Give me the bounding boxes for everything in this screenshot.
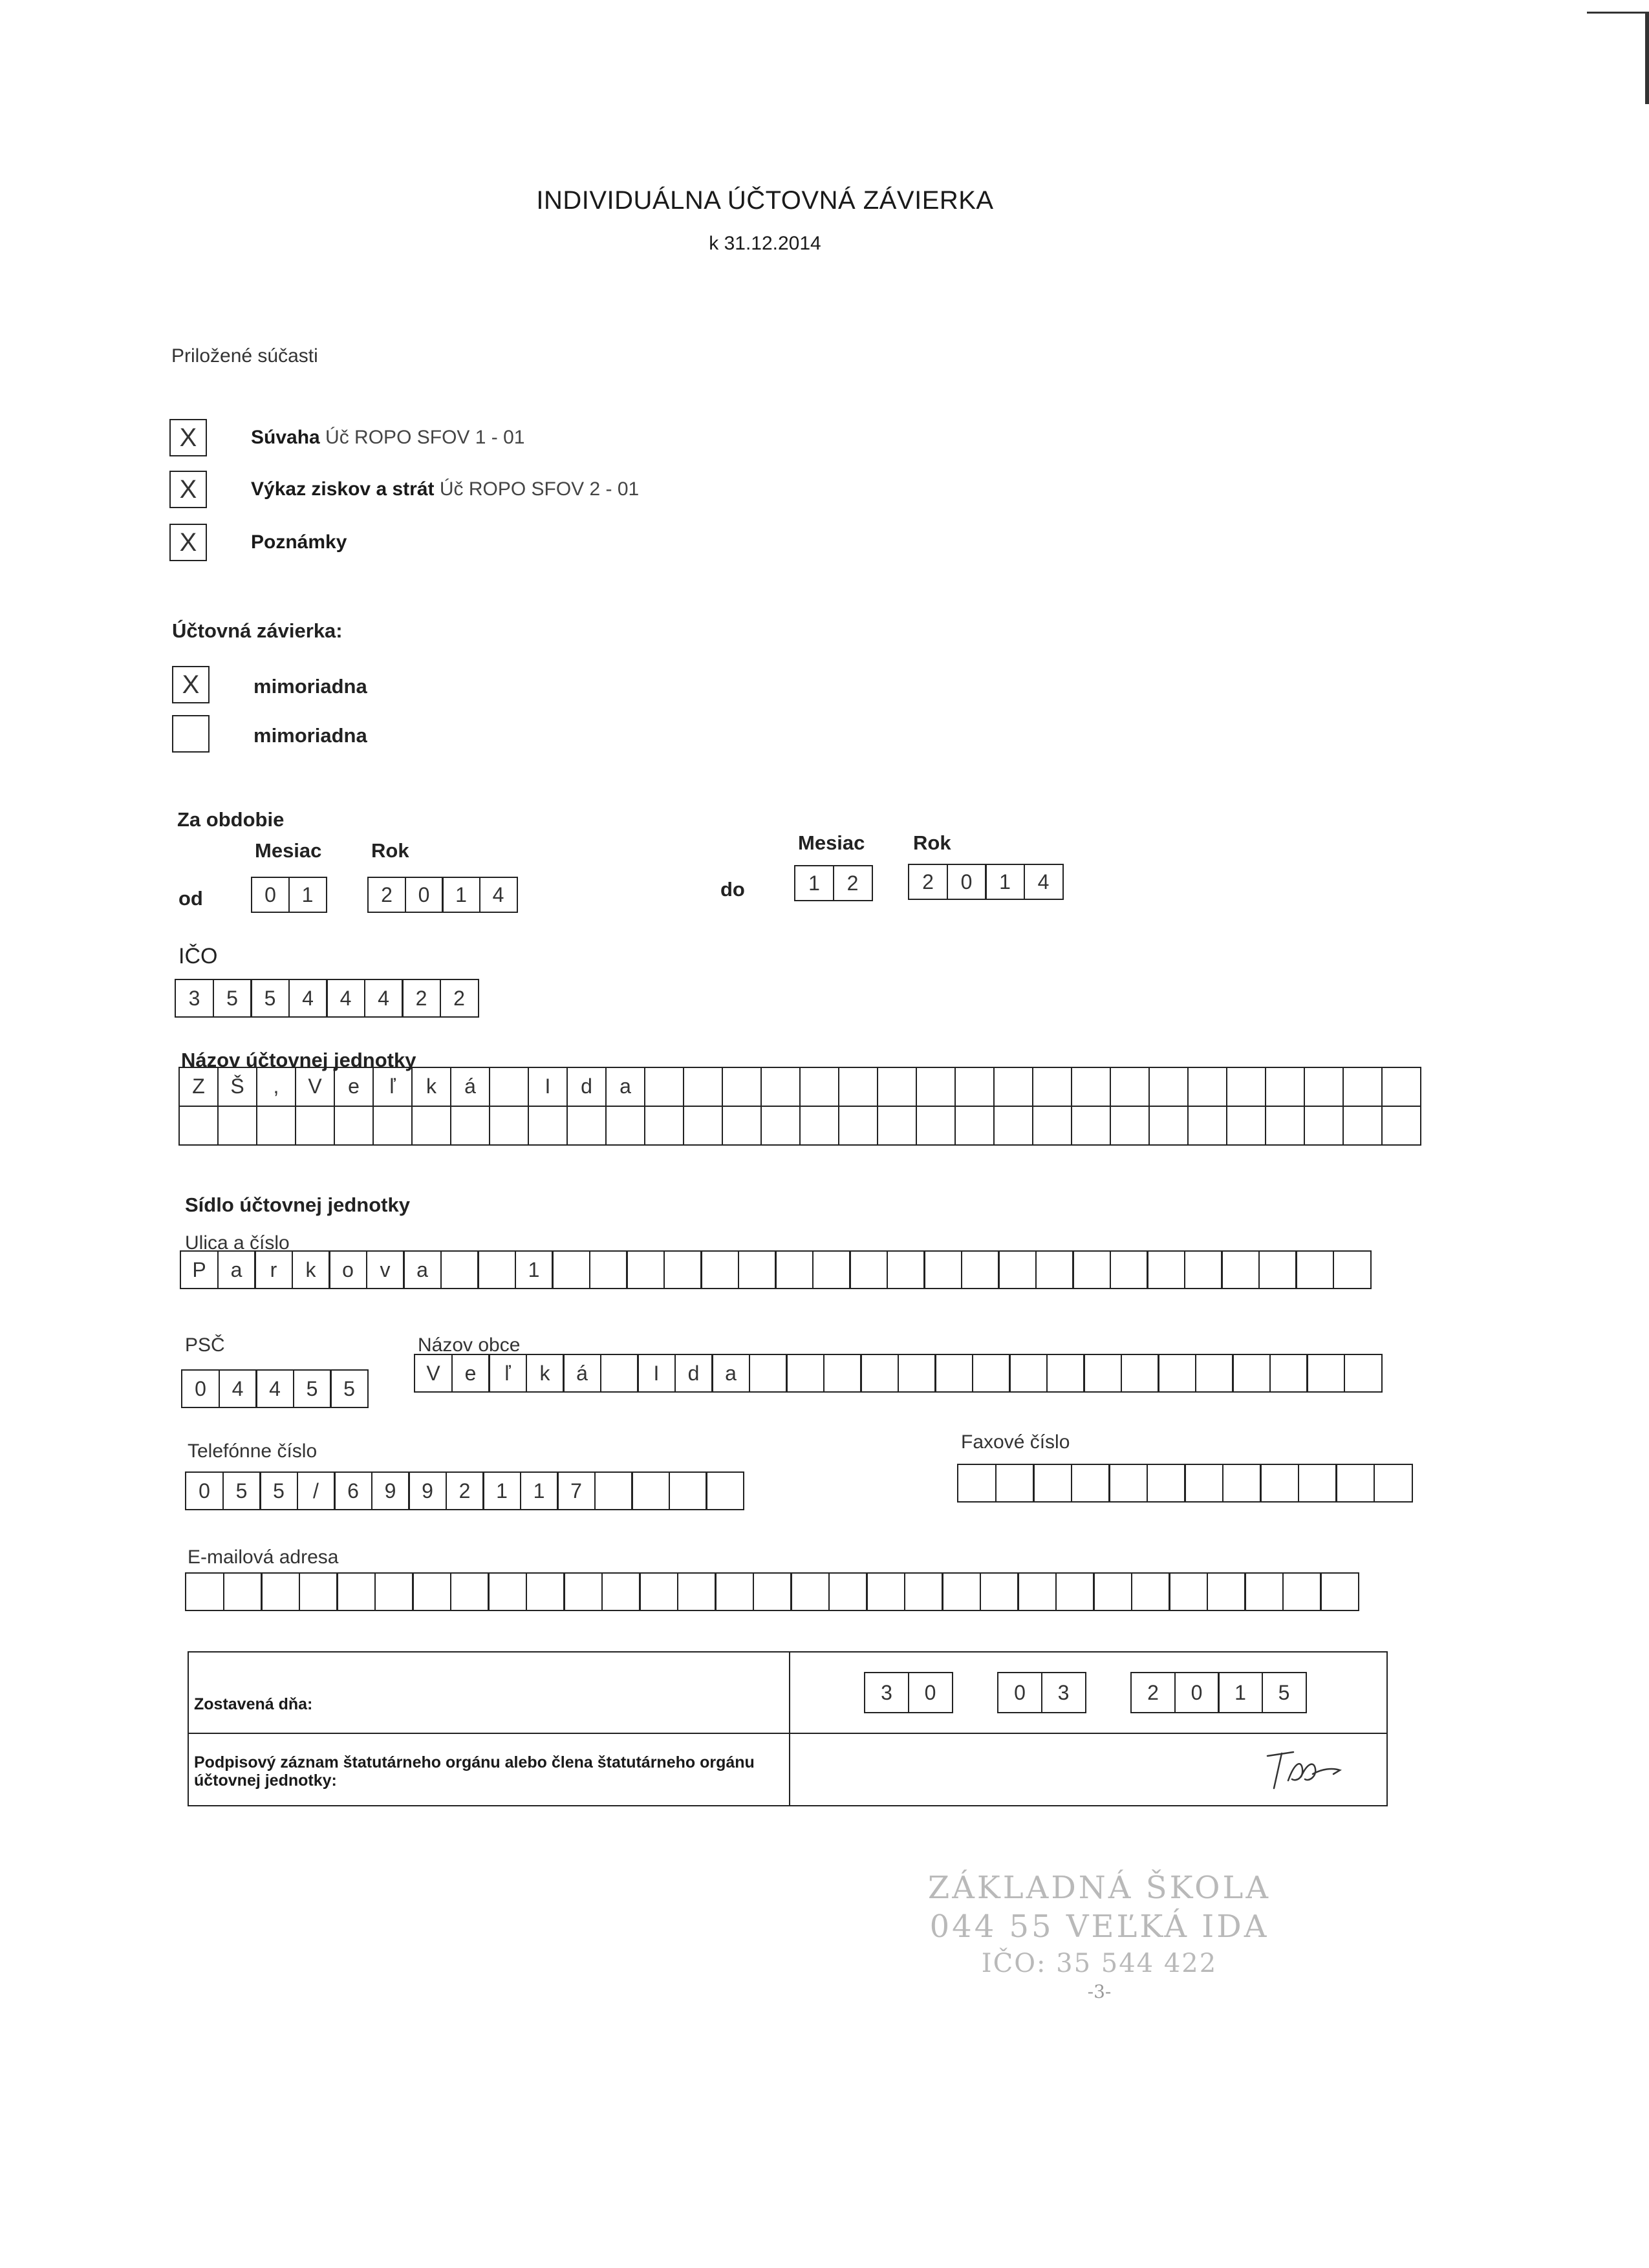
period-from-month-label: Mesiac bbox=[255, 839, 322, 862]
unit-name-cell[interactable] bbox=[723, 1068, 762, 1107]
digit-cell[interactable]: 3 bbox=[864, 1672, 909, 1713]
unit-name-cell[interactable]: a bbox=[607, 1068, 645, 1107]
unit-name-cell[interactable] bbox=[917, 1107, 956, 1146]
digit-cell[interactable] bbox=[1269, 1354, 1308, 1393]
digit-cell[interactable]: r bbox=[254, 1250, 293, 1289]
digit-cell[interactable] bbox=[887, 1250, 925, 1289]
closing-type-label: Účtovná závierka: bbox=[172, 619, 343, 642]
psc-cells bbox=[181, 1369, 369, 1408]
attachment-poznamky bbox=[251, 531, 347, 553]
digit-cell[interactable] bbox=[812, 1250, 851, 1289]
digit-cell[interactable] bbox=[626, 1250, 665, 1289]
digit-cell[interactable]: 0 bbox=[908, 1672, 953, 1713]
digit-cell[interactable]: 0 bbox=[405, 877, 444, 913]
digit-cell[interactable] bbox=[336, 1572, 376, 1611]
unit-name-cell[interactable] bbox=[1305, 1107, 1344, 1146]
unit-name-cell[interactable] bbox=[1189, 1107, 1227, 1146]
unit-name-cell[interactable]: , bbox=[257, 1068, 296, 1107]
unit-name-cell[interactable] bbox=[956, 1107, 995, 1146]
digit-cell[interactable]: 4 bbox=[364, 979, 404, 1018]
email-cells bbox=[185, 1572, 1359, 1611]
checkbox-poznamky[interactable]: X bbox=[169, 524, 207, 561]
ico-cells bbox=[175, 979, 479, 1018]
compiled-table bbox=[188, 1651, 1388, 1806]
digit-cell[interactable] bbox=[563, 1572, 603, 1611]
digit-cell[interactable]: 2 bbox=[446, 1471, 484, 1510]
digit-cell[interactable] bbox=[1344, 1354, 1383, 1393]
period-from-year bbox=[367, 877, 518, 913]
unit-name-cell[interactable] bbox=[413, 1107, 451, 1146]
digit-cell[interactable] bbox=[477, 1250, 516, 1289]
digit-cell[interactable]: 4 bbox=[479, 877, 518, 913]
digit-cell[interactable] bbox=[923, 1250, 962, 1289]
unit-name-cell[interactable] bbox=[1383, 1068, 1421, 1107]
unit-name-cell[interactable] bbox=[1227, 1068, 1266, 1107]
digit-cell[interactable]: 0 bbox=[947, 864, 987, 900]
digit-cell[interactable] bbox=[1017, 1572, 1057, 1611]
digit-cell[interactable] bbox=[700, 1250, 739, 1289]
digit-cell[interactable] bbox=[1110, 1250, 1148, 1289]
unit-name-cell[interactable] bbox=[1266, 1107, 1305, 1146]
unit-name-cell[interactable]: I bbox=[529, 1068, 568, 1107]
unit-name-cell[interactable] bbox=[1305, 1068, 1344, 1107]
digit-cell[interactable]: 1 bbox=[442, 877, 480, 913]
stamp-line-2: 044 55 VEĽKÁ IDA bbox=[929, 1909, 1269, 1945]
unit-name-cell[interactable] bbox=[1072, 1107, 1111, 1146]
digit-cell[interactable] bbox=[1121, 1354, 1159, 1393]
digit-cell[interactable] bbox=[753, 1572, 792, 1611]
unit-name-cell[interactable] bbox=[1227, 1107, 1266, 1146]
psc-label: PSČ bbox=[185, 1334, 225, 1356]
unit-name-label: Názov účtovnej jednotky bbox=[181, 1049, 416, 1071]
unit-name-cell[interactable] bbox=[1344, 1068, 1383, 1107]
digit-cell[interactable]: 1 bbox=[1218, 1672, 1263, 1713]
attachment-vykaz bbox=[251, 478, 639, 500]
digit-cell[interactable] bbox=[790, 1572, 830, 1611]
seat-label: Sídlo účtovnej jednotky bbox=[185, 1193, 410, 1216]
unit-name-cell[interactable] bbox=[801, 1107, 839, 1146]
checkbox-suvaha[interactable]: X bbox=[169, 419, 207, 456]
digit-cell[interactable]: k bbox=[526, 1354, 565, 1393]
unit-name-cell[interactable] bbox=[451, 1107, 490, 1146]
checkbox-vykaz[interactable]: X bbox=[169, 471, 207, 508]
digit-cell[interactable]: 1 bbox=[985, 864, 1025, 900]
unit-name-cell[interactable] bbox=[1111, 1068, 1150, 1107]
unit-name-cell[interactable]: e bbox=[335, 1068, 374, 1107]
digit-cell[interactable] bbox=[1222, 1464, 1262, 1503]
email-label: E-mailová adresa bbox=[188, 1546, 339, 1568]
digit-cell[interactable]: a bbox=[217, 1250, 256, 1289]
digit-cell[interactable] bbox=[1298, 1464, 1337, 1503]
digit-cell[interactable]: 9 bbox=[408, 1471, 447, 1510]
digit-cell[interactable]: 5 bbox=[259, 1471, 298, 1510]
digit-cell[interactable] bbox=[1244, 1572, 1284, 1611]
period-from-label: od bbox=[178, 887, 203, 910]
attachments-label: Priložené súčasti bbox=[171, 345, 318, 367]
digit-cell[interactable]: 2 bbox=[833, 865, 873, 901]
unit-name-cell[interactable] bbox=[995, 1107, 1033, 1146]
town-cells bbox=[414, 1354, 1383, 1393]
ico-label: IČO bbox=[178, 944, 218, 968]
digit-cell[interactable] bbox=[1184, 1250, 1223, 1289]
digit-cell[interactable] bbox=[738, 1250, 777, 1289]
page-number: -3- bbox=[1087, 1981, 1112, 2002]
digit-cell[interactable] bbox=[601, 1572, 641, 1611]
digit-cell[interactable] bbox=[552, 1250, 590, 1289]
table-divider bbox=[189, 1733, 1386, 1734]
fax-cells bbox=[957, 1464, 1413, 1503]
document-title: INDIVIDUÁLNA ÚČTOVNÁ ZÁVIERKA bbox=[536, 186, 994, 215]
digit-cell[interactable] bbox=[1320, 1572, 1359, 1611]
digit-cell[interactable] bbox=[998, 1250, 1037, 1289]
digit-cell[interactable]: 2 bbox=[440, 979, 479, 1018]
unit-name-cell[interactable] bbox=[1344, 1107, 1383, 1146]
stamp-line-1: ZÁKLADNÁ ŠKOLA bbox=[927, 1870, 1271, 1906]
unit-name-cell[interactable] bbox=[995, 1068, 1033, 1107]
digit-cell[interactable]: 6 bbox=[334, 1471, 372, 1510]
digit-cell[interactable] bbox=[972, 1354, 1011, 1393]
document-date: k 31.12.2014 bbox=[709, 233, 821, 254]
unit-name-cell[interactable] bbox=[956, 1068, 995, 1107]
digit-cell[interactable]: 2 bbox=[908, 864, 948, 900]
digit-cell[interactable] bbox=[957, 1464, 997, 1503]
digit-cell[interactable] bbox=[1083, 1354, 1122, 1393]
digit-cell[interactable] bbox=[1093, 1572, 1132, 1611]
table-divider bbox=[789, 1653, 790, 1805]
digit-cell[interactable]: 1 bbox=[288, 877, 327, 913]
compiled-label: Zostavená dňa: bbox=[194, 1695, 313, 1713]
digit-cell[interactable]: 1 bbox=[794, 865, 834, 901]
digit-cell[interactable]: I bbox=[637, 1354, 676, 1393]
unit-name-cell[interactable] bbox=[1111, 1107, 1150, 1146]
digit-cell[interactable] bbox=[1147, 1464, 1186, 1503]
unit-name-cell[interactable] bbox=[1033, 1068, 1072, 1107]
unit-name-cell[interactable] bbox=[684, 1068, 723, 1107]
fax-label: Faxové číslo bbox=[961, 1431, 1070, 1453]
unit-name-cell[interactable]: V bbox=[296, 1068, 335, 1107]
unit-name-cell[interactable]: ľ bbox=[374, 1068, 413, 1107]
unit-name-cell[interactable]: Š bbox=[219, 1068, 257, 1107]
digit-cell[interactable]: 4 bbox=[219, 1369, 257, 1408]
digit-cell[interactable]: P bbox=[180, 1250, 219, 1289]
digit-cell[interactable]: 3 bbox=[1041, 1672, 1086, 1713]
attachment-vykaz-title: Výkaz ziskov a strát bbox=[251, 478, 435, 500]
digit-cell[interactable] bbox=[1306, 1354, 1345, 1393]
unit-name-cell[interactable] bbox=[762, 1068, 801, 1107]
unit-name-cell[interactable] bbox=[1150, 1107, 1189, 1146]
digit-cell[interactable]: 5 bbox=[222, 1471, 261, 1510]
digit-cell[interactable] bbox=[715, 1572, 754, 1611]
unit-name-cell[interactable] bbox=[1189, 1068, 1227, 1107]
attachment-poznamky-title: Poznámky bbox=[251, 531, 347, 553]
digit-cell[interactable] bbox=[1035, 1250, 1074, 1289]
unit-name-cell[interactable] bbox=[1383, 1107, 1421, 1146]
digit-cell[interactable]: 3 bbox=[175, 979, 214, 1018]
digit-cell[interactable] bbox=[775, 1250, 814, 1289]
digit-cell[interactable] bbox=[706, 1471, 744, 1510]
unit-name-cell[interactable] bbox=[684, 1107, 723, 1146]
digit-cell[interactable]: á bbox=[563, 1354, 601, 1393]
digit-cell[interactable]: 4 bbox=[326, 979, 365, 1018]
digit-cell[interactable] bbox=[749, 1354, 788, 1393]
town-label: Názov obce bbox=[418, 1334, 521, 1356]
digit-cell[interactable] bbox=[600, 1354, 639, 1393]
digit-cell[interactable] bbox=[450, 1572, 490, 1611]
unit-name-cell[interactable] bbox=[219, 1107, 257, 1146]
digit-cell[interactable] bbox=[786, 1354, 824, 1393]
digit-cell[interactable]: 2 bbox=[402, 979, 441, 1018]
period-to-label: do bbox=[720, 878, 745, 901]
page-corner-mark bbox=[1587, 12, 1649, 104]
digit-cell[interactable] bbox=[1260, 1464, 1299, 1503]
digit-cell[interactable] bbox=[631, 1471, 670, 1510]
digit-cell[interactable] bbox=[1072, 1250, 1111, 1289]
attachment-suvaha-code: Úč ROPO SFOV 1 - 01 bbox=[319, 427, 525, 448]
digit-cell[interactable]: a bbox=[711, 1354, 750, 1393]
digit-cell[interactable] bbox=[1232, 1354, 1271, 1393]
attachment-suvaha bbox=[251, 427, 524, 449]
digit-cell[interactable]: 0 bbox=[185, 1471, 224, 1510]
digit-cell[interactable]: 4 bbox=[1024, 864, 1064, 900]
digit-cell[interactable]: 1 bbox=[520, 1471, 559, 1510]
unit-name-cell[interactable] bbox=[296, 1107, 335, 1146]
digit-cell[interactable]: 1 bbox=[515, 1250, 554, 1289]
period-from-month bbox=[251, 877, 327, 913]
unit-name-cell[interactable] bbox=[568, 1107, 607, 1146]
digit-cell[interactable]: ľ bbox=[488, 1354, 527, 1393]
digit-cell[interactable] bbox=[589, 1250, 628, 1289]
digit-cell[interactable]: 5 bbox=[213, 979, 252, 1018]
digit-cell[interactable] bbox=[677, 1572, 717, 1611]
digit-cell[interactable] bbox=[1374, 1464, 1413, 1503]
digit-cell[interactable]: e bbox=[451, 1354, 490, 1393]
digit-cell[interactable] bbox=[860, 1354, 899, 1393]
unit-name-cell[interactable] bbox=[607, 1107, 645, 1146]
digit-cell[interactable] bbox=[1258, 1250, 1297, 1289]
digit-cell[interactable] bbox=[374, 1572, 414, 1611]
closing-type-mimoriadna: mimoriadna bbox=[253, 724, 367, 747]
digit-cell[interactable] bbox=[223, 1572, 263, 1611]
digit-cell[interactable]: a bbox=[403, 1250, 442, 1289]
digit-cell[interactable] bbox=[942, 1572, 981, 1611]
unit-name-cell[interactable] bbox=[762, 1107, 801, 1146]
digit-cell[interactable]: 5 bbox=[1262, 1672, 1307, 1713]
digit-cell[interactable]: 1 bbox=[482, 1471, 521, 1510]
phone-cells bbox=[185, 1471, 744, 1510]
unit-name-cell[interactable] bbox=[801, 1068, 839, 1107]
unit-name-cell[interactable] bbox=[878, 1068, 917, 1107]
period-to-month-label: Mesiac bbox=[798, 831, 865, 854]
unit-name-cell[interactable] bbox=[180, 1107, 219, 1146]
digit-cell[interactable] bbox=[1295, 1250, 1334, 1289]
digit-cell[interactable] bbox=[526, 1572, 565, 1611]
digit-cell[interactable] bbox=[1207, 1572, 1246, 1611]
signature-label: Podpisový záznam štatutárneho orgánu alebo člena štatutárneho orgánu účtovnej jednotky: bbox=[194, 1753, 755, 1790]
digit-cell[interactable]: 0 bbox=[181, 1369, 220, 1408]
unit-name-cell[interactable]: d bbox=[568, 1068, 607, 1107]
digit-cell[interactable] bbox=[185, 1572, 224, 1611]
digit-cell[interactable] bbox=[299, 1572, 338, 1611]
closing-type-riadna: mimoriadna bbox=[253, 675, 367, 698]
digit-cell[interactable] bbox=[594, 1471, 633, 1510]
compiled-day bbox=[864, 1672, 953, 1713]
unit-name-cell[interactable] bbox=[374, 1107, 413, 1146]
digit-cell[interactable] bbox=[828, 1572, 868, 1611]
digit-cell[interactable] bbox=[1221, 1250, 1260, 1289]
unit-name-cell[interactable] bbox=[839, 1068, 878, 1107]
unit-name-cell[interactable] bbox=[529, 1107, 568, 1146]
unit-name-cell[interactable] bbox=[723, 1107, 762, 1146]
digit-cell[interactable] bbox=[866, 1572, 905, 1611]
unit-name-cell[interactable] bbox=[490, 1107, 529, 1146]
digit-cell[interactable]: / bbox=[297, 1471, 336, 1510]
digit-cell[interactable]: 5 bbox=[250, 979, 290, 1018]
unit-name-cell[interactable] bbox=[645, 1107, 684, 1146]
unit-name-cell[interactable]: á bbox=[451, 1068, 490, 1107]
phone-label: Telefónne číslo bbox=[188, 1440, 318, 1462]
digit-cell[interactable] bbox=[823, 1354, 862, 1393]
digit-cell[interactable] bbox=[1169, 1572, 1208, 1611]
unit-name-cell[interactable] bbox=[878, 1107, 917, 1146]
attachment-suvaha-title: Súvaha bbox=[251, 427, 320, 448]
digit-cell[interactable] bbox=[1108, 1464, 1148, 1503]
unit-name-cell[interactable] bbox=[490, 1068, 529, 1107]
digit-cell[interactable] bbox=[1282, 1572, 1322, 1611]
period-to-year-label: Rok bbox=[913, 831, 951, 854]
signature-scribble bbox=[1262, 1743, 1353, 1795]
street-cells bbox=[180, 1250, 1372, 1289]
unit-name-cell[interactable] bbox=[257, 1107, 296, 1146]
digit-cell[interactable] bbox=[440, 1250, 479, 1289]
unit-name-cell[interactable] bbox=[1072, 1068, 1111, 1107]
unit-name-cell[interactable] bbox=[1266, 1068, 1305, 1107]
digit-cell[interactable] bbox=[898, 1354, 936, 1393]
digit-cell[interactable]: 7 bbox=[557, 1471, 596, 1510]
unit-name-cell[interactable] bbox=[839, 1107, 878, 1146]
digit-cell[interactable] bbox=[261, 1572, 300, 1611]
digit-cell[interactable]: 0 bbox=[251, 877, 290, 913]
unit-name-cell[interactable] bbox=[917, 1068, 956, 1107]
digit-cell[interactable]: 0 bbox=[997, 1672, 1042, 1713]
stamp-line-3: IČO: 35 544 422 bbox=[981, 1949, 1218, 1978]
digit-cell[interactable] bbox=[849, 1250, 888, 1289]
compiled-year bbox=[1130, 1672, 1307, 1713]
unit-name-cell[interactable] bbox=[335, 1107, 374, 1146]
digit-cell[interactable]: 5 bbox=[293, 1369, 332, 1408]
digit-cell[interactable] bbox=[1033, 1464, 1072, 1503]
digit-cell[interactable]: 2 bbox=[367, 877, 406, 913]
digit-cell[interactable] bbox=[1333, 1250, 1372, 1289]
digit-cell[interactable] bbox=[639, 1572, 678, 1611]
digit-cell[interactable] bbox=[488, 1572, 527, 1611]
unit-name-grid bbox=[178, 1067, 1421, 1146]
digit-cell[interactable] bbox=[1335, 1464, 1375, 1503]
digit-cell[interactable]: d bbox=[674, 1354, 713, 1393]
digit-cell[interactable]: 4 bbox=[255, 1369, 294, 1408]
digit-cell[interactable] bbox=[1147, 1250, 1185, 1289]
digit-cell[interactable] bbox=[669, 1471, 707, 1510]
unit-name-cell[interactable] bbox=[645, 1068, 684, 1107]
digit-cell[interactable] bbox=[1184, 1464, 1223, 1503]
digit-cell[interactable] bbox=[995, 1464, 1035, 1503]
digit-cell[interactable]: o bbox=[329, 1250, 367, 1289]
digit-cell[interactable] bbox=[980, 1572, 1019, 1611]
digit-cell[interactable] bbox=[1158, 1354, 1196, 1393]
period-to-year bbox=[908, 864, 1064, 900]
digit-cell[interactable] bbox=[1131, 1572, 1170, 1611]
unit-name-cell[interactable]: Z bbox=[180, 1068, 219, 1107]
digit-cell[interactable] bbox=[1071, 1464, 1110, 1503]
digit-cell[interactable]: 4 bbox=[288, 979, 328, 1018]
checkbox-mimoriadna[interactable] bbox=[172, 715, 210, 753]
digit-cell[interactable]: 0 bbox=[1174, 1672, 1220, 1713]
digit-cell[interactable] bbox=[961, 1250, 1000, 1289]
street-label: Ulica a číslo bbox=[185, 1232, 290, 1254]
digit-cell[interactable] bbox=[1055, 1572, 1095, 1611]
digit-cell[interactable] bbox=[663, 1250, 702, 1289]
compiled-month bbox=[997, 1672, 1086, 1713]
digit-cell[interactable] bbox=[1009, 1354, 1048, 1393]
period-from-year-label: Rok bbox=[371, 839, 409, 862]
digit-cell[interactable]: v bbox=[366, 1250, 405, 1289]
digit-cell[interactable] bbox=[1195, 1354, 1234, 1393]
checkbox-riadna[interactable]: X bbox=[172, 666, 210, 703]
unit-name-cell[interactable] bbox=[1150, 1068, 1189, 1107]
unit-name-cell[interactable] bbox=[1033, 1107, 1072, 1146]
digit-cell[interactable] bbox=[1046, 1354, 1085, 1393]
period-to-month bbox=[794, 865, 873, 901]
digit-cell[interactable]: 2 bbox=[1130, 1672, 1176, 1713]
digit-cell[interactable]: 9 bbox=[371, 1471, 410, 1510]
digit-cell[interactable] bbox=[904, 1572, 943, 1611]
digit-cell[interactable]: 5 bbox=[330, 1369, 369, 1408]
attachment-vykaz-code: Úč ROPO SFOV 2 - 01 bbox=[434, 478, 640, 500]
digit-cell[interactable] bbox=[934, 1354, 973, 1393]
digit-cell[interactable] bbox=[412, 1572, 451, 1611]
period-label: Za obdobie bbox=[177, 808, 285, 831]
digit-cell[interactable]: V bbox=[414, 1354, 453, 1393]
digit-cell[interactable]: k bbox=[292, 1250, 330, 1289]
unit-name-cell[interactable]: k bbox=[413, 1068, 451, 1107]
